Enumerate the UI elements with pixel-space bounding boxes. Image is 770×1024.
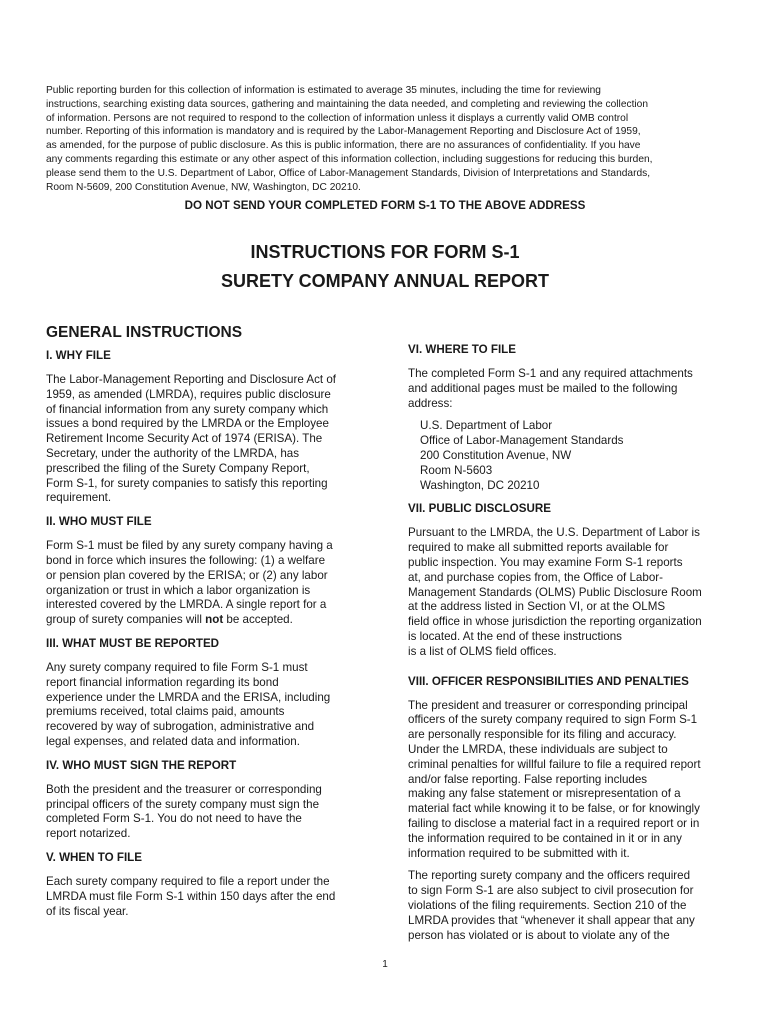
text-line: Management Standards (OLMS) Public Disclosure Room [408, 585, 702, 599]
text-line: making any false statement or misrepresentation of a [408, 787, 681, 801]
right-column [408, 342, 728, 951]
text-line: issues a bond required by the LMRDA or the Employee [46, 417, 329, 431]
text-line: prescribed the filing of the Surety Company Report, [46, 461, 310, 475]
text-line: field office in whose jurisdiction the reporting organization [408, 615, 702, 629]
text-line: material fact while knowing it to be false, or for knowingly [408, 802, 700, 816]
burden-line: of information. Persons are not required to respond to the collection of information unless it displays a currently valid OMB control [46, 112, 629, 124]
text-line: or pension plan covered by the ERISA; or (2) any labor [46, 568, 328, 582]
burden-line: instructions, searching existing data sources, gathering and maintaining the data needed, and completing and reviewing the collection [46, 98, 649, 110]
text-line: organization or trust in which a labor organization is [46, 583, 311, 597]
text-line: of its fiscal year. [46, 904, 129, 918]
section-heading: VII. PUBLIC DISCLOSURE [408, 502, 552, 516]
text-line: experience under the LMRDA and the ERISA, including [46, 690, 331, 704]
text-fragment: group of surety companies will [46, 613, 206, 627]
text-line: to sign Form S-1 are also subject to civil prosecution for [408, 884, 694, 898]
text-line: recovered by way of subrogation, administrative and [46, 720, 315, 734]
section-where-to-file [408, 342, 728, 493]
text-line: Secretary, under the authority of the LMRDA, has [46, 446, 300, 460]
text-line [46, 613, 366, 628]
burden-line: please send them to the U.S. Department of Labor, Office of Labor-Management Standards, Division of Interpretations and Standards, [46, 167, 651, 179]
section-heading: I. WHY FILE [46, 349, 111, 362]
section-public-disclosure [408, 501, 728, 659]
text-line: Both the president and the treasurer or corresponding [46, 782, 322, 796]
text-line: interested covered by the LMRDA. A single report for a [46, 598, 327, 612]
mailing-address [420, 419, 728, 493]
section-body [46, 373, 366, 506]
text-line: 1959, as amended (LMRDA), requires public disclosure [46, 387, 331, 401]
text-line: LMRDA must file Form S-1 within 150 days after the end [46, 889, 336, 903]
text-line: is a list of OLMS field offices. [408, 644, 557, 658]
section-heading: IV. WHO MUST SIGN THE REPORT [46, 758, 237, 772]
text-line: report notarized. [46, 827, 131, 841]
page-subtitle: SURETY COMPANY ANNUAL REPORT [220, 271, 550, 291]
section-heading: III. WHAT MUST BE REPORTED [46, 636, 220, 650]
address-line: Office of Labor-Management Standards [420, 434, 624, 448]
section-body [408, 869, 728, 943]
text-line: information required to be submitted with it. [408, 846, 630, 860]
text-line: and/or false reporting. False reporting includes [408, 772, 648, 786]
burden-line: number. Reporting of this information is mandatory and is required by the Labor-Management Reporting and Disclosure Act of 1959, [46, 126, 641, 138]
section-body [46, 539, 366, 628]
burden-statement [46, 84, 726, 194]
section-body [46, 661, 366, 750]
text-line: officers of the surety company required to sign Form S-1 [408, 713, 698, 727]
text-line: Under the LMRDA, these individuals are subject to [408, 742, 668, 756]
section-heading: V. WHEN TO FILE [46, 850, 142, 864]
section-heading: VI. WHERE TO FILE [408, 343, 517, 356]
do-not-send-notice: DO NOT SEND YOUR COMPLETED FORM S-1 TO THE ABOVE ADDRESS [184, 199, 586, 212]
text-line: Form S-1, for surety companies to satisfy this reporting [46, 476, 328, 490]
text-line: are personally responsible for its filing and accuracy. [408, 728, 677, 742]
text-line: required to make all submitted reports available for [408, 541, 669, 555]
text-line: premiums received, total claims paid, amounts [46, 705, 285, 719]
address-line: Washington, DC 20210 [420, 478, 540, 492]
section-heading: VIII. OFFICER RESPONSIBILITIES AND PENALTIES [408, 674, 689, 688]
text-line: completed Form S-1. You do not need to have the [46, 812, 302, 826]
section-why-file [46, 348, 366, 506]
burden-line: Public reporting burden for this collection of information is estimated to average 35 minutes, including the time for reviewing [46, 85, 601, 96]
text-line: person has violated or is about to violate any of the [408, 928, 670, 942]
left-column [46, 348, 366, 927]
section-officer-responsibilities [408, 674, 728, 944]
text-line: The Labor-Management Reporting and Disclosure Act of [46, 373, 337, 386]
address-line: Room N-5603 [420, 463, 493, 477]
section-body [46, 783, 366, 842]
address-line: U.S. Department of Labor [420, 419, 553, 433]
text-line: criminal penalties for willful failure to file a required report [408, 757, 701, 771]
text-line: at, and purchase copies from, the Office of Labor- [408, 570, 663, 584]
address-line: 200 Constitution Avenue, NW [420, 448, 572, 462]
text-line: The reporting surety company and the officers required [408, 869, 691, 883]
section-body [408, 699, 728, 862]
text-line: and additional pages must be mailed to the following [408, 381, 678, 395]
text-line: principal officers of the surety company must sign the [46, 797, 320, 811]
burden-line: Room N-5609, 200 Constitution Avenue, NW, Washington, DC 20210. [46, 181, 361, 193]
burden-line: as amended, for the purpose of public disclosure. As this is public information, there are no assurances of confidentiality. If you have [46, 140, 641, 152]
section-who-must-sign [46, 758, 366, 842]
section-body [46, 875, 366, 919]
text-line: bond in force which insures the following: (1) a welfare [46, 553, 326, 567]
text-line: public inspection. You may examine Form S-1 reports [408, 555, 683, 569]
text-line: Any surety company required to file Form S-1 must [46, 660, 308, 674]
text-line: at the address listed in Section VI, or at the OLMS [408, 600, 666, 614]
section-body [408, 526, 728, 659]
text-line: Retirement Income Security Act of 1974 (ERISA). The [46, 432, 323, 446]
text-line: LMRDA provides that “whenever it shall appear that any [408, 913, 695, 927]
page-title: INSTRUCTIONS FOR FORM S-1 [250, 242, 520, 262]
text-line: The completed Form S-1 and any required attachments [408, 367, 693, 380]
section-heading: II. WHO MUST FILE [46, 515, 152, 529]
text-line: failing to disclose a material fact in a required report or in [408, 816, 700, 830]
page-number: 1 [382, 959, 388, 970]
section-who-must-file [46, 514, 366, 628]
text-line: violations of the filing requirements. Section 210 of the [408, 898, 687, 912]
section-what-must-be-reported [46, 636, 366, 750]
section-when-to-file [46, 850, 366, 919]
text-line: The president and treasurer or corresponding principal [408, 698, 688, 712]
text-fragment: be accepted. [223, 613, 293, 627]
text-line: report financial information regarding its bond [46, 675, 279, 689]
text-line: requirement. [46, 491, 112, 505]
text-line: Each surety company required to file a report under the [46, 874, 330, 888]
text-line: the information required to be contained in it or in any [408, 831, 682, 845]
text-line: Form S-1 must be filed by any surety company having a [46, 539, 333, 553]
text-line: is located. At the end of these instructions [408, 629, 622, 643]
text-line: address: [408, 396, 453, 410]
general-instructions-heading: GENERAL INSTRUCTIONS [46, 324, 243, 341]
section-body [408, 367, 728, 411]
text-line: legal expenses, and related data and information. [46, 734, 300, 748]
burden-line: any comments regarding this estimate or any other aspect of this information collection, including suggestions for reducing this burden, [46, 153, 653, 165]
text-line: of financial information from any surety company which [46, 402, 329, 416]
emphasis-not: not [205, 613, 224, 627]
text-line: Pursuant to the LMRDA, the U.S. Department of Labor is [408, 526, 700, 540]
